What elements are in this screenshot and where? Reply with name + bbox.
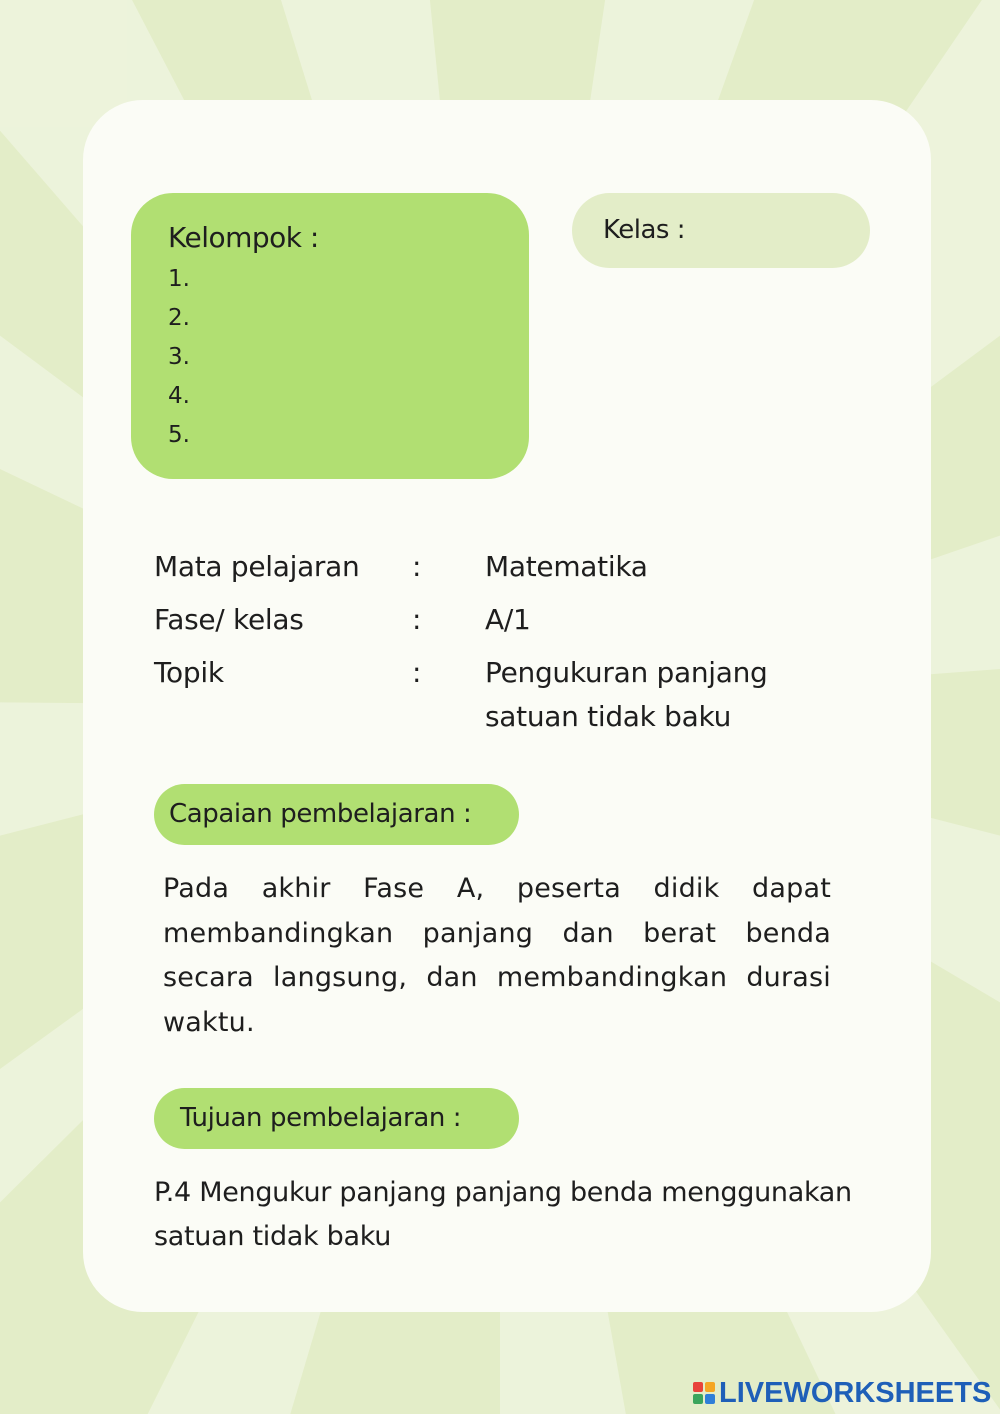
- info-row-subject: [0, 545, 1000, 589]
- brand-logo-icon: [693, 1382, 715, 1404]
- class-label: Kelas :: [603, 215, 685, 245]
- capaian-heading-label: Capaian pembelajaran :: [169, 799, 472, 829]
- brand-name: LIVEWORKSHEETS: [719, 1376, 992, 1409]
- group-member-1: 1.: [168, 266, 190, 292]
- info-value-subject: Matematika: [485, 550, 648, 583]
- info-label-subject: Mata pelajaran: [154, 550, 360, 583]
- capaian-heading: [154, 784, 519, 845]
- tujuan-text: P.4 Mengukur panjang panjang benda menggunakan satuan tidak baku: [154, 1177, 852, 1252]
- group-title: Kelompok :: [168, 221, 319, 254]
- info-colon: :: [412, 603, 422, 636]
- info-colon: :: [412, 656, 422, 689]
- info-colon: :: [412, 550, 422, 583]
- info-label-topic: Topik: [154, 656, 224, 689]
- info-row-topic: [0, 651, 1000, 741]
- group-member-4: 4.: [168, 383, 190, 409]
- class-field: [572, 193, 870, 268]
- group-member-2: 2.: [168, 305, 190, 331]
- info-value-phase: A/1: [485, 603, 531, 636]
- info-row-phase: [0, 598, 1000, 642]
- group-box: [131, 193, 529, 479]
- tujuan-heading: [154, 1088, 519, 1149]
- group-member-5: 5.: [168, 422, 190, 448]
- liveworksheets-brand[interactable]: [693, 1376, 991, 1410]
- group-member-3: 3.: [168, 344, 190, 370]
- tujuan-heading-label: Tujuan pembelajaran :: [180, 1103, 462, 1133]
- info-value-topic: Pengukuran panjang satuan tidak baku: [485, 656, 768, 733]
- info-label-phase: Fase/ kelas: [154, 603, 304, 636]
- capaian-text: Pada akhir Fase A, peserta didik dapat membandingkan panjang dan berat benda secara langsung, dan membandingkan durasi waktu.: [163, 873, 831, 1038]
